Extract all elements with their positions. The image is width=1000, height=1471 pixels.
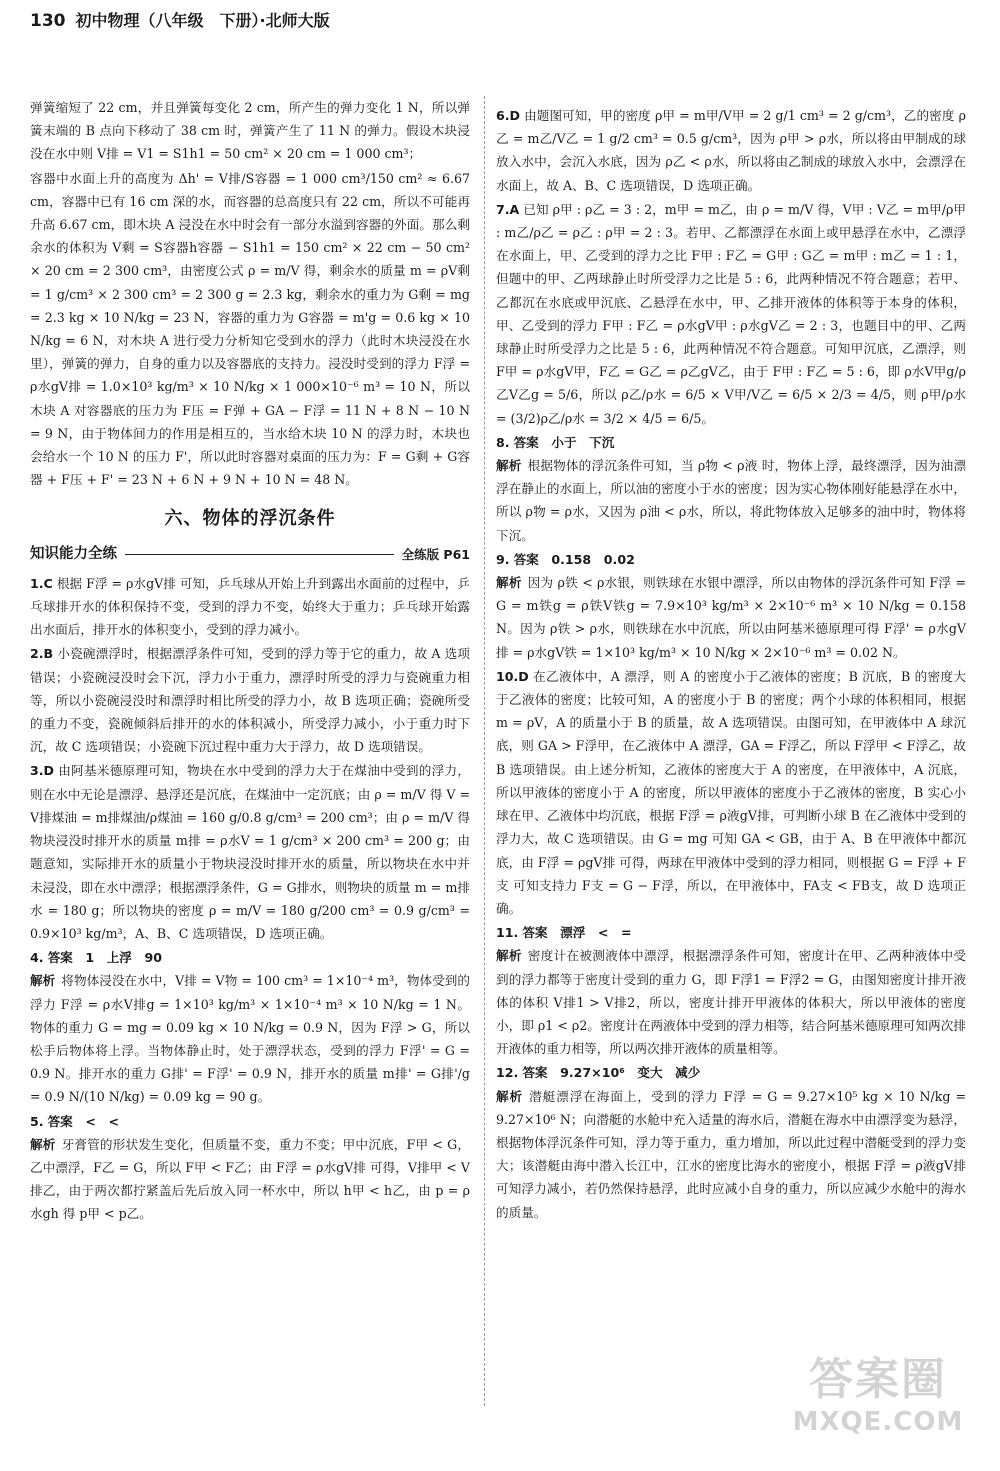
right-column	[496, 104, 966, 1225]
column-divider	[484, 96, 485, 1406]
item-text: 牙膏管的形状发生变化，但质量不变，重力不变；甲中沉底，F甲 < G，乙中漂浮，F乙 = G，所以 F甲 < F乙；由 F浮 = ρ水gV排 可得，V排甲 < V排乙，由于两次都拧紧盖后先后放入同一杯水中，所以 h甲 < h乙，由 p = ρ水gh 得 p甲 < p乙。	[30, 1136, 471, 1222]
section-title: 六、物体的浮沉条件	[164, 508, 336, 530]
item-explain-label: 解析	[496, 1088, 524, 1104]
item-text: 在乙液体中，A 漂浮，则 A 的密度小于乙液体的密度；B 沉底，B 的密度大于乙液体的密度；比较可知，A 的密度小于 B 的密度；两个小球的体积相同，根据 m = ρV，A 的质量小于 B 的质量，故 A 选项错误。由图可知，在甲液体中 A 球沉底，则 GA > F浮甲，在乙液体中 A 漂浮，GA = F浮乙，所以 F浮甲 < F浮乙，故 B 选项错误。由上述分析知，乙液体的密度大于 A 的密度，在甲液体中，A 沉底，所以甲液体的密度小于 A 的密度，所以甲液体的密度小于乙液体的密度，B 实心小球在甲、乙液体中均沉底，根据 F浮 = ρ液gV排，可判断小球 B 在乙液体中受到的浮力大，故 C 选项错误。由 G = mg 可知 GA < GB，由于 A、B 在甲液体中都沉底，由 F浮 = ρgV排 可得，两球在甲液体中受到的浮力相同，则根据 G = F浮 + F支 可知支持力 F支 = G − F浮，所以，在甲液体中，FA支 < FB支，故 D 选项正确。	[496, 668, 966, 916]
item-explain-label: 解析	[496, 458, 522, 474]
item-explain-label: 解析	[496, 575, 522, 591]
item-number: 7.A	[496, 201, 520, 217]
item-number: 1.C	[30, 575, 53, 591]
watermark-url: MXQE.COM	[792, 1407, 964, 1437]
item-answer: 答案 漂浮 < =	[522, 925, 632, 941]
item-text: 根据物体的浮沉条件可知，当 ρ物 < ρ液 时，物体上浮，最终漂浮，因为油漂浮在静止的水面上，所以油的密度小于水的密度；因为实心物体刚好能悬浮在水中，所以 ρ物 = ρ水，又因为 ρ油 < ρ水，所以，将此物体放入足够多的油中时，物体将下沉。	[496, 458, 967, 543]
item-text: 将物体浸没在水中，V排 = V物 = 100 cm³ = 1×10⁻⁴ m³，物体受到的浮力 F浮 = ρ水V排g = 1×10³ kg/m³ × 1×10⁻⁴ m³ × 10 N/kg = 1 N。物体的重力 G = mg = 0.09 kg × 10 N/kg = 0.9 N，因为 F浮 > G，所以松手后物体将上浮。当物体静止时，处于漂浮状态，受到的浮力 F浮' = G = 0.9 N。排开水的重力 G排' = F浮' = 0.9 N，排开水的质量 m排' = G排'/g = 0.9 N/(10 N/kg) = 0.09 kg = 90 g。	[30, 973, 471, 1105]
item-answer: 答案 < <	[47, 1113, 120, 1129]
item-answer: 答案 小于 下沉	[513, 434, 615, 450]
item-text: 根据 F浮 = ρ水gV排 可知，乒乓球从开始上升到露出水面前的过程中，乒乓球排开水的体积保持不变，受到的浮力不变，始终大于重力；乒乓球开始露出水面后，排开水的体积变小，受到的浮力减小。	[30, 575, 470, 638]
left-column	[30, 96, 470, 1227]
answer-item	[496, 921, 966, 1060]
answer-item	[496, 665, 966, 920]
item-explain-label: 解析	[30, 1136, 56, 1152]
answer-item	[30, 1110, 470, 1226]
item-explain-label: 解析	[30, 973, 56, 989]
item-explain-label: 解析	[496, 948, 522, 964]
answer-item	[30, 572, 470, 642]
answer-item	[496, 198, 966, 430]
item-number: 3.D	[30, 763, 55, 779]
item-number: 12.	[496, 1065, 519, 1081]
item-text: 潜艇漂浮在海面上，受到的浮力 F浮 = G = 9.27×10⁵ kg × 10 N/kg = 9.27×10⁶ N；向潜艇的水舱中充入适量的海水后，潜艇在海水中由漂浮变为悬浮，根据物体浮沉条件可知，浮力等于重力，重力增加，所以此过程中潜艇受到的浮力变大；该潜艇由海中潜入长江中，江水的密度比海水的密度小，根据 F浮 = ρ液gV排 可知浮力减小，若仍然保持悬浮，此时应减小自身的重力，所以应减少水舱中的海水的质量。	[496, 1088, 967, 1220]
item-answer: 答案 1 上浮 90	[47, 950, 163, 966]
item-number: 11.	[496, 925, 519, 941]
continuation-paragraph-2: 容器中水面上升的高度为 Δh' = V排/S容器 = 1 000 cm³/150 cm² ≈ 6.67 cm，容器中已有 16 cm 深的水，而容器的总高度只有 22 cm，所以不可能再升高 6.67 cm，即木块 A 浸没在水中时会有一部分水溢到容器的外面。那么剩余水的体积为 V剩 = S容器h容器 − S1h1 = 150 cm² × 22 cm − 50 cm² × 20 cm = 2 300 cm³，由密度公式 ρ = m/V 得，剩余水的质量 m = ρV剩 = 1 g/cm³ × 2 300 cm³ = 2 300 g = 2.3 kg，剩余水的重力为 G剩 = mg = 2.3 kg × 10 N/kg = 23 N，容器的重力为 G容器 = m'g = 0.6 kg × 10 N/kg = 6 N，对木块 A 进行受力分析知它受到水的浮力（此时木块浸没在水里），弹簧的弹力，自身的重力以及容器底的支持力。浸没时受到的浮力 F浮 = ρ水gV排 = 1.0×10³ kg/m³ × 10 N/kg × 1 000×10⁻⁶ m³ = 10 N，所以木块 A 对容器底的压力为 F压 = F弹 + GA − F浮 = 11 N + 8 N − 10 N = 9 N，由于物体间力的作用是相互的，当水给木块 10 N 的浮力时，木块也会给水一个 10 N 的压力 F'，所以此时容器对桌面的压力为：F = G剩 + G容器 + F压 + F' = 23 N + 6 N + 9 N + 10 N = 48 N。	[30, 170, 470, 488]
item-text: 由阿基米德原理可知，物块在水中受到的浮力大于在煤油中受到的浮力，则在水中无论是漂浮、悬浮还是沉底，在煤油中一定沉底；由 ρ = m/V 得 V = V排煤油 = m排煤油/ρ煤油 = 160 g/0.8 g/cm³ = 200 cm³；由 ρ = m/V 得物块浸没时排开水的质量 m排 = ρ水V = 1 g/cm³ × 200 cm³ = 200 g；由题意知，实际排开水的质量小于物块浸没时排开水的质量，所以物块在水中并未浸没，即在水中漂浮；根据漂浮条件，G = G排水，则物块的质量 m = m排水 = 180 g；所以物块的密度 ρ = m/V = 180 g/200 cm³ = 0.9 g/cm³ = 0.9×10³ kg/m³，A、B、C 选项错误，D 选项正确。	[30, 763, 470, 941]
answer-item	[30, 642, 470, 758]
practice-bar-line	[125, 554, 394, 555]
item-text: 密度计在被测液体中漂浮，根据漂浮条件可知，密度计在甲、乙两种液体中受到的浮力都等于密度计受到的重力 G，即 F浮1 = F浮2 = G，由图知密度计排开液体的体积 V排1 > V排2，所以，密度计排开甲液体的体积大，所以甲液体的密度小，即 ρ1 < ρ2。密度计在两液体中受到的浮力相等，结合阿基米德原理可知两次排开液体的重力相等，所以两次排开液体的质量相等。	[496, 948, 967, 1057]
item-number: 9.	[496, 551, 510, 567]
page-number: 130	[30, 11, 66, 31]
practice-bar-tag: 全练版 P61	[401, 546, 470, 562]
answer-item	[30, 946, 470, 1108]
item-number: 2.B	[30, 646, 54, 662]
book-title: 初中物理（八年级 下册）·北师大版	[75, 11, 330, 30]
item-number: 10.D	[496, 668, 529, 684]
answer-item	[496, 431, 966, 547]
item-text: 小瓷碗漂浮时，根据漂浮条件可知，受到的浮力等于它的重力，故 A 选项错误；小瓷碗浸没时会下沉，浮力小于重力，漂浮时所受的浮力与瓷碗重力相等，所以小瓷碗浸没时和漂浮时相比所受的浮力小，故 B 选项正确；瓷碗所受的重力不变，瓷碗倾斜后排开的水的体积减小，所受浮力减小，小于重力时下沉，故 C 选项错误；小瓷碗下沉过程中重力大于浮力，故 D 选项错误。	[30, 646, 470, 755]
practice-bar-label: 知识能力全练	[30, 545, 117, 562]
item-answer: 答案 9.27×10⁶ 变大 减少	[522, 1065, 701, 1081]
practice-bar	[30, 543, 470, 566]
item-text: 由题图可知，甲的密度 ρ甲 = m甲/V甲 = 2 g/1 cm³ = 2 g/cm³，乙的密度 ρ乙 = m乙/V乙 = 1 g/2 cm³ = 0.5 g/cm³，因为 ρ甲 > ρ水，所以将由甲制成的球放入水中，会沉入水底，因为 ρ乙 < ρ水，所以将由乙制成的球放入水中，会漂浮在水面上，故 A、B、C 选项错误，D 选项正确。	[496, 108, 966, 193]
answer-item	[30, 759, 470, 945]
page-header	[30, 8, 330, 34]
item-answer: 答案 0.158 0.02	[513, 551, 635, 567]
item-number: 8.	[496, 434, 510, 450]
watermark	[778, 1343, 978, 1463]
watermark-logo: 答案圈	[809, 1354, 947, 1405]
item-text: 因为 ρ铁 < ρ水银，则铁球在水银中漂浮，所以由物体的浮沉条件可知 F浮 = G = m铁g = ρ铁V铁g = 7.9×10³ kg/m³ × 2×10⁻⁶ m³ × 10 N/kg = 0.158 N。因为 ρ铁 > ρ水，则铁球在水中沉底，所以由阿基米德原理可得 F浮' = ρ水gV排 = ρ水gV铁 = 1×10³ kg/m³ × 10 N/kg × 2×10⁻⁶ m³ = 0.02 N。	[496, 575, 967, 660]
answer-item	[496, 1061, 966, 1223]
item-number: 4.	[30, 950, 44, 966]
answer-item	[496, 548, 966, 664]
item-number: 5.	[30, 1113, 44, 1129]
item-number: 6.D	[496, 108, 521, 123]
continuation-paragraph-1: 弹簧缩短了 22 cm，并且弹簧每变化 2 cm，所产生的弹力变化 1 N，所以弹簧末端的 B 点向下移动了 38 cm 时，弹簧产生了 11 N 的弹力。假设木块浸没在水中则 V排 = V1 = S1h1 = 50 cm² × 20 cm = 1 000 cm³；	[30, 100, 470, 162]
answer-item	[496, 104, 966, 197]
item-text: 已知 ρ甲 : ρ乙 = 3 : 2，m甲 = m乙，由 ρ = m/V 得，V甲 : V乙 = m甲/ρ甲 : m乙/ρ乙 = ρ乙 : ρ甲 = 2 : 3。若甲、乙都漂浮在水面上或甲悬浮在水中，乙漂浮在水面上，甲、乙受到的浮力之比 F甲 : F乙 = G甲 : G乙 = m甲 : m乙 = 1 : 1，但题中的甲、乙两球静止时所受浮力之比是 5 : 6，此两种情况不符合题意；若甲、乙都沉在水底或甲沉底、乙悬浮在水中，甲、乙排开液体的体积等于本身的体积，甲、乙受到的浮力 F甲 : F乙 = ρ水gV甲 : ρ水gV乙 = 2 : 3，也题目中的甲、乙两球静止时所受浮力之比是 5 : 6，此两种情况不符合题意。可知甲沉底，乙漂浮，则 F甲 = ρ水gV甲，F乙 = G乙 = ρ乙gV乙，由于 F甲 : F乙 = 5 : 6，即 ρ水V甲g/ρ乙V乙g = 5/6，所以 ρ乙/ρ水 = 6/5 × V甲/V乙 = 6/5 × 2/3 = 4/5，则 ρ甲/ρ水 = (3/2)ρ乙/ρ水 = 3/2 × 4/5 = 6/5。	[496, 201, 966, 426]
